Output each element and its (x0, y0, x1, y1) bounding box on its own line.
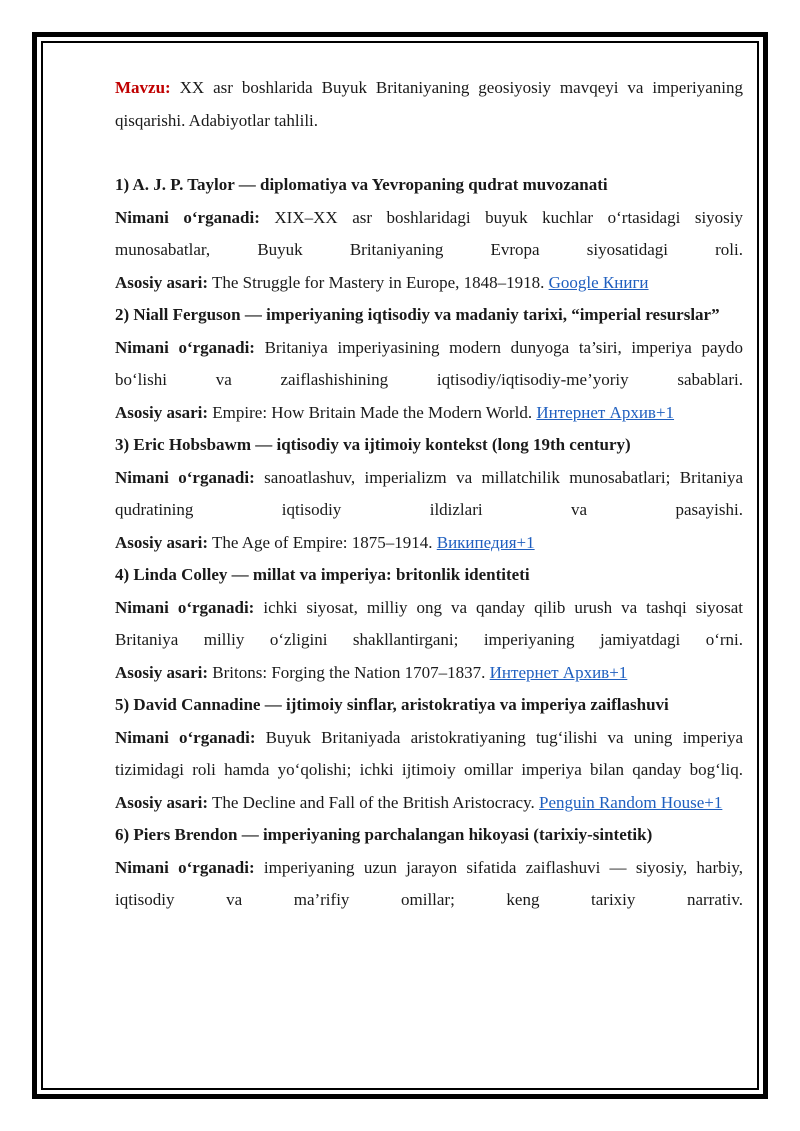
work-label: Asosiy asari: (115, 402, 209, 422)
studies-text: ichki siyosat, milliy ong va qanday qilib urush va tashqi siyosat Britaniya milliy o‘zligini shakllantirgani; imperiyaning jamiyatdagi o‘rni. (115, 597, 744, 649)
studies-label: Nimani o‘rganadi: (115, 337, 255, 357)
entry-heading: 6) Piers Brendon — imperiyaning parchalangan hikoyasi (tarixiy-sintetik) (115, 825, 653, 844)
entry-work (115, 657, 743, 690)
entry-heading: 3) Eric Hobsbawm — iqtisodiy va ijtimoiy kontekst (long 19th century) (115, 435, 631, 454)
work-label: Asosiy asari: (115, 532, 209, 552)
entry-work (115, 267, 743, 300)
entry-heading: 1) A. J. P. Taylor — diplomatiya va Yevropaning qudrat muvozanati (115, 175, 608, 194)
work-label: Asosiy asari: (115, 272, 209, 292)
topic-text: XX asr boshlarida Buyuk Britaniyaning geosiyosiy mavqeyi va imperiyaning qisqarishi. Adabiyotlar tahlili. (115, 78, 744, 130)
topic-paragraph (115, 72, 743, 137)
entry-heading: 5) David Cannadine — ijtimoiy sinflar, aristokratiya va imperiya zaiflashuvi (115, 695, 669, 714)
studies-label: Nimani o‘rganadi: (115, 207, 260, 227)
work-title: The Decline and Fall of the British Aristocracy. (211, 792, 535, 812)
entry-studies (115, 202, 743, 267)
work-title: The Struggle for Mastery in Europe, 1848–1918. (211, 272, 545, 292)
studies-text: sanoatlashuv, imperializm va millatchilik munosabatlari; Britaniya qudratining iqtisodiy ildizlari va pasayishi. (115, 467, 743, 519)
entry-studies (115, 592, 743, 657)
source-link[interactable]: Википедия+1 (436, 532, 535, 552)
work-label: Asosiy asari: (115, 662, 209, 682)
studies-label: Nimani o‘rganadi: (115, 727, 256, 747)
source-link[interactable]: Google Книги (548, 272, 649, 292)
source-link[interactable]: Интернет Архив+1 (536, 402, 675, 422)
topic-label: Mavzu: (115, 78, 171, 97)
studies-text: Britaniya imperiyasining modern dunyoga ta’siri, imperiya paydo bo‘lishi va zaiflashishining iqtisodiy/iqtisodiy-me’yoriy sabablari. (115, 337, 743, 389)
source-link[interactable]: Интернет Архив+1 (489, 662, 628, 682)
entry-studies (115, 462, 743, 527)
work-title: Britons: Forging the Nation 1707–1837. (212, 662, 486, 682)
work-title: Empire: How Britain Made the Modern World. (212, 402, 533, 422)
work-title: The Age of Empire: 1875–1914. (211, 532, 433, 552)
entry-work (115, 527, 743, 560)
studies-label: Nimani o‘rganadi: (115, 467, 255, 487)
work-label: Asosiy asari: (115, 792, 209, 812)
studies-label: Nimani o‘rganadi: (115, 857, 255, 877)
entry-heading: 2) Niall Ferguson — imperiyaning iqtisodiy va madaniy tarixi, “imperial resurslar” (115, 305, 720, 324)
studies-text: imperiyaning uzun jarayon sifatida zaiflashuvi — siyosiy, harbiy, iqtisodiy va ma’rifiy omillar; keng tarixiy narrativ. (115, 857, 744, 909)
spacer (115, 137, 743, 169)
entry-heading: 4) Linda Colley — millat va imperiya: britonlik identiteti (115, 565, 530, 584)
entry-studies (115, 722, 743, 787)
studies-label: Nimani o‘rganadi: (115, 597, 255, 617)
document-body (115, 72, 743, 917)
entry-studies (115, 332, 743, 397)
entry-studies (115, 852, 743, 917)
source-link[interactable]: Penguin Random House+1 (539, 792, 723, 812)
studies-text: Buyuk Britaniyada aristokratiyaning tug‘ilishi va uning imperiya tizimidagi roli hamda yo‘qolishi; ichki ijtimoiy omillar imperiya bilan qanday bog‘liq. (115, 727, 743, 779)
entry-work (115, 397, 743, 430)
studies-text: XIX–XX asr boshlaridagi buyuk kuchlar o‘rtasidagi siyosiy munosabatlar, Buyuk Britaniyaning Evropa siyosatidagi roli. (115, 207, 744, 259)
entry-work (115, 787, 743, 820)
